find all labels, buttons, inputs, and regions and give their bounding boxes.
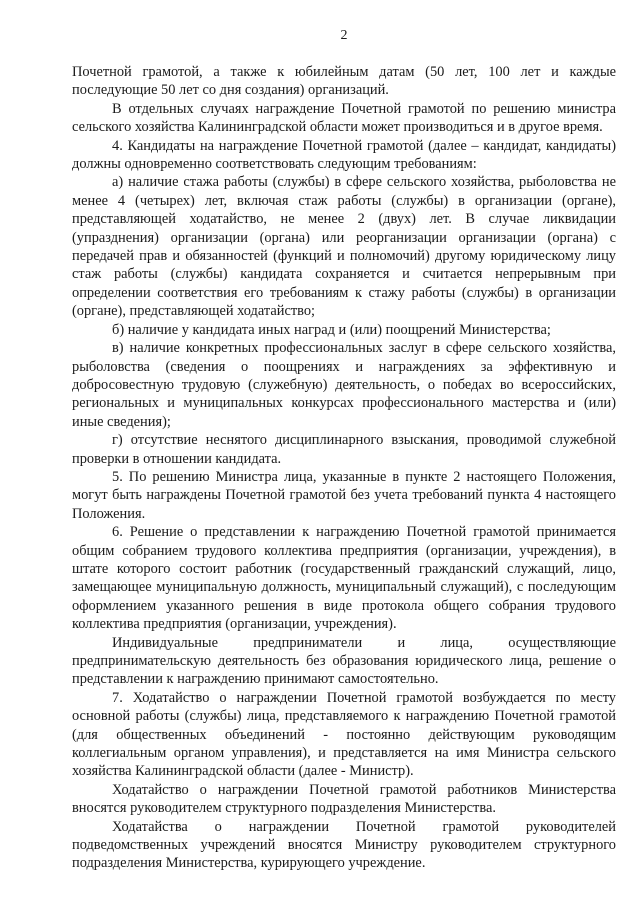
paragraph: 6. Решение о представлении к награждению Почетной грамотой принимается общим собранием трудового коллектива предприятия (организации, учреждения), в штате которого состоит работник (государственный гражданский служащий, лицо, замещающее муниципальную должность, муниципальный служащий), с последующим оформлением указанного решения в виде протокола общего собрания трудового коллектива предприятия (организации, учреждения). xyxy=(72,524,616,633)
paragraph: в) наличие конкретных профессиональных заслуг в сфере сельского хозяйства, рыболовства (сведения о поощрениях и награждениях за эффективную и добросовестную трудовую (служебную) деятельность, о победах во всероссийских, региональных и муниципальных конкурсах профессионального мастерства и (или) иные сведения); xyxy=(72,340,616,430)
paragraph: б) наличие у кандидата иных наград и (или) поощрений Министерства; xyxy=(112,321,551,338)
document-body xyxy=(72,63,616,873)
paragraph: Индивидуальные предприниматели и лица, осуществляющие предпринимательскую деятельность без образования юридического лица, решение о представлении к награждению принимают самостоятельно. xyxy=(72,634,616,688)
paragraph: г) отсутствие неснятого дисциплинарного взыскания, проводимой служебной проверки в отношении кандидата. xyxy=(72,432,616,467)
paragraph: 4. Кандидаты на награждение Почетной грамотой (далее – кандидат, кандидаты) должны одновременно соответствовать следующим требованиям: xyxy=(72,137,616,173)
paragraph: Ходатайства о награждении Почетной грамотой руководителей подведомственных учреждений вносятся Министру руководителем структурного подразделения Министерства, курирующего учреждение. xyxy=(72,818,616,872)
page-number: 2 xyxy=(340,28,348,43)
paragraph: 7. Ходатайство о награждении Почетной грамотой возбуждается по месту основной работы (службы) лица, представляемого к награждению Почетной грамотой (для общественных объединений - постоянно действующим руководящим коллегиальным органом управления), и представляется на имя Министра сельского хозяйства Калининградской области (далее - Министр). xyxy=(72,689,616,780)
paragraph: Почетной грамотой, а также к юбилейным датам (50 лет, 100 лет и каждые последующие 50 лет со дня создания) организаций. xyxy=(72,64,616,99)
paragraph: 5. По решению Министра лица, указанные в пункте 2 настоящего Положения, могут быть награждены Почетной грамотой без учета требований пункта 4 настоящего Положения. xyxy=(72,468,616,522)
paragraph: В отдельных случаях награждение Почетной грамотой по решению министра сельского хозяйства Калининградской области может производиться и в другое время. xyxy=(72,100,616,136)
paragraph: Ходатайство о награждении Почетной грамотой работников Министерства вносятся руководителем структурного подразделения Министерства. xyxy=(72,781,616,817)
paragraph: а) наличие стажа работы (службы) в сфере сельского хозяйства, рыболовства не менее 4 (четырех) лет, включая стаж работы (службы) в организации (органе), представляющей ходатайство, не менее 2 (двух) лет. В случае ликвидации (упразднения) организации (органа) или реорганизации организации (органа) с передачей прав и обязанностей (функций и полномочий) другому юридическому лицу стаж работы (службы) кандидата сохраняется и считается непрерывным при определении соответствия его требованиям к стажу работы (службы) в организации (органе), представляющей ходатайство; xyxy=(72,174,616,320)
